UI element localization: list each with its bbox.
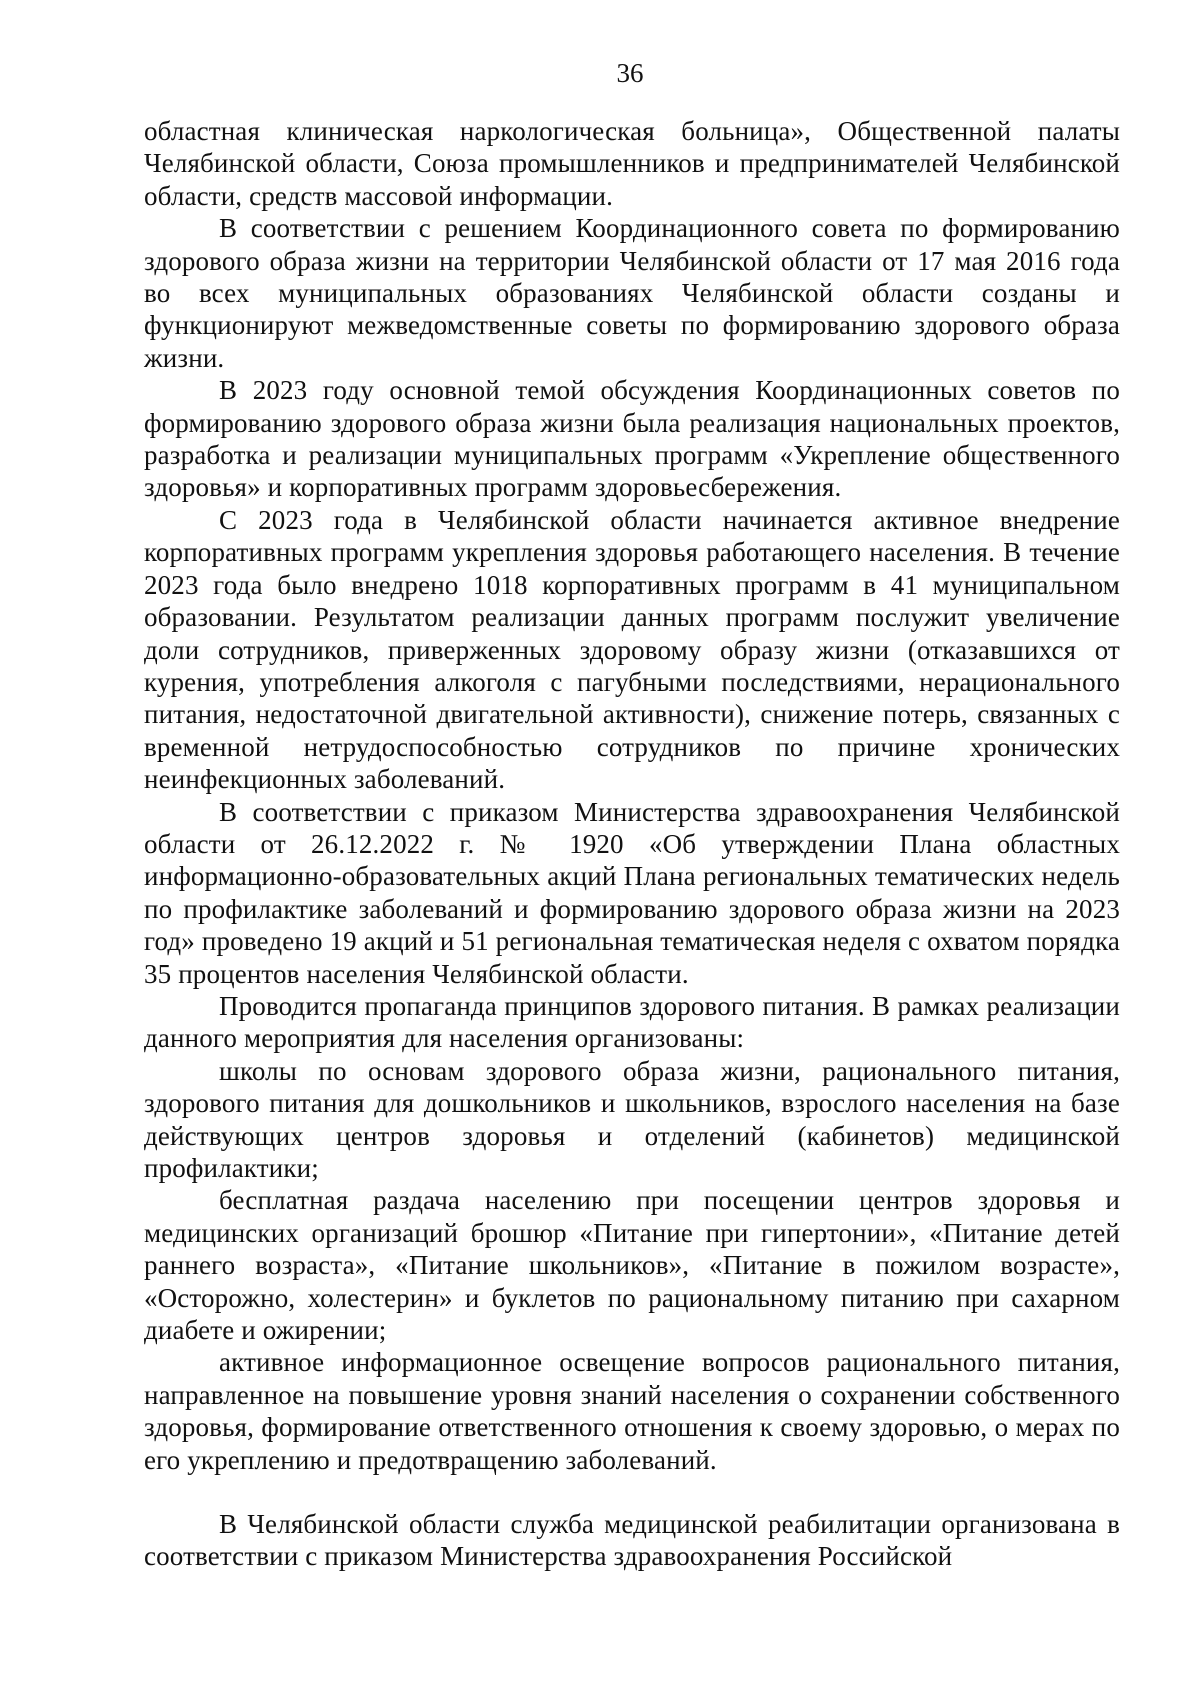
document-body <box>144 115 1120 1573</box>
list-item-brochures: бесплатная раздача населению при посещении центров здоровья и медицинских организаций брошюр «Питание при гипертонии», «Питание детей раннего возраста», «Питание школьников», «Питание в пожилом возрасте», «Осторожно, холестерин» и буклетов по рациональному питанию при сахарном диабете и ожирении; <box>144 1185 1120 1346</box>
paragraph-coordination-council: В соответствии с решением Координационного совета по формированию здорового образа жизни на территории Челябинской области от 17 мая 2016 года во всех муниципальных образованиях Челябинской области созданы и функционируют межведомственные советы по формированию здорового образа жизни. <box>144 213 1120 373</box>
paragraph-corporate-programs: С 2023 года в Челябинской области начинается активное внедрение корпоративных программ укрепления здоровья работающего населения. В течение 2023 года было внедрено 1018 корпоративных программ в 41 муниципальном образовании. Результатом реализации данных программ послужит увеличение доли сотрудников, приверженных здоровому образу жизни (отказавшихся от курения, употребления алкоголя с пагубными последствиями, нерационального питания, недостаточной двигательной активности), снижение потерь, связанных с временной нетрудоспособностью сотрудников по причине хронических неинфекционных заболеваний. <box>144 504 1120 795</box>
paragraph-2023-topics: В 2023 году основной темой обсуждения Координационных советов по формированию здорового образа жизни была реализация национальных проектов, разработка и реализации муниципальных программ «Укрепление общественного здоровья» и корпоративных программ здоровьесбережения. <box>144 375 1120 503</box>
paragraph-rehabilitation: В Челябинской области служба медицинской реабилитации организована в соответствии с приказом Министерства здравоохранения Российской <box>144 1509 1120 1572</box>
page-number: 36 <box>616 58 644 88</box>
paragraph-nutrition-propaganda: Проводится пропаганда принципов здорового питания. В рамках реализации данного мероприятия для населения организованы: <box>144 990 1120 1054</box>
paragraph-ministry-order: В соответствии с приказом Министерства здравоохранения Челябинской области от 26.12.2022 г. № 1920 «Об утверждении Плана областных информационно-образовательных акций Плана региональных тематических недель по профилактике заболеваний и формированию здорового образа жизни на 2023 год» проведено 19 акций и 51 региональная тематическая неделя с охватом порядка 35 процентов населения Челябинской области. <box>144 796 1120 989</box>
list-item-schools: школы по основам здорового образа жизни, рационального питания, здорового питания для дошкольников и школьников, взрослого населения на базе действующих центров здоровья и отделений (кабинетов) медицинской профилактики; <box>144 1055 1120 1183</box>
list-item-information: активное информационное освещение вопросов рационального питания, направленное на повышение уровня знаний населения о сохранении собственного здоровья, формирование ответственного отношения к своему здоровью, о мерах по его укреплению и предотвращению заболеваний. <box>144 1347 1120 1475</box>
paragraph-continuation: областная клиническая наркологическая больница», Общественной палаты Челябинской области, Союза промышленников и предпринимателей Челябинской области, средств массовой информации. <box>144 116 1120 211</box>
